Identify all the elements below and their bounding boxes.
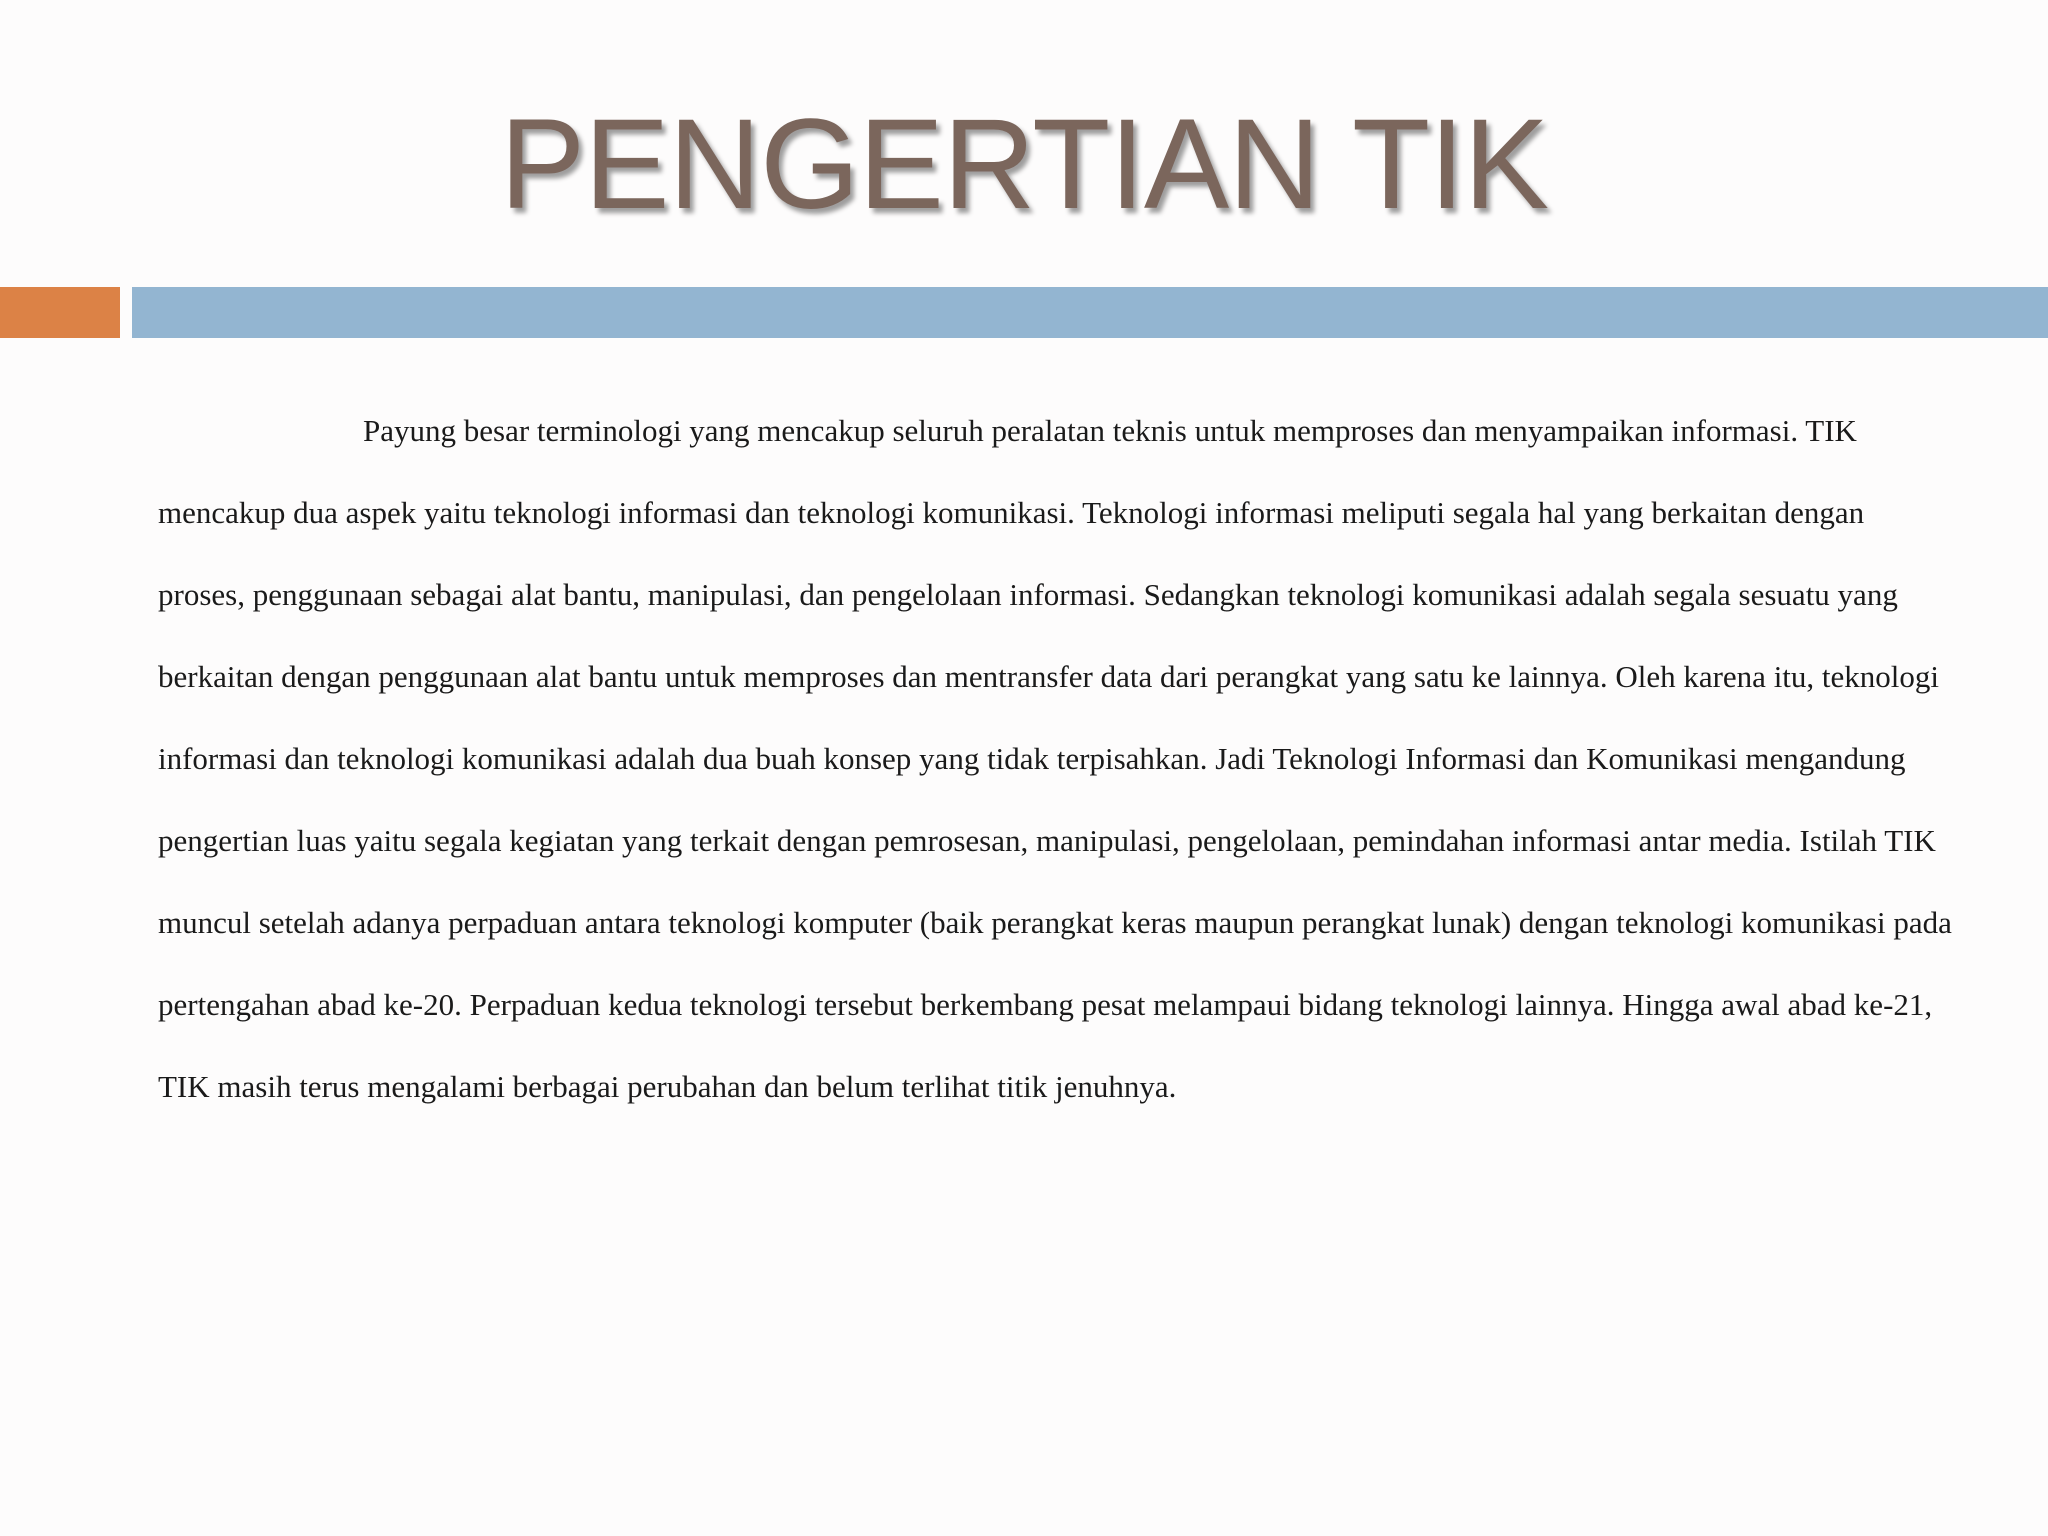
accent-bar-blue [132, 287, 2048, 338]
slide-title: PENGERTIAN TIK [499, 93, 1549, 236]
body-paragraph: Payung besar terminologi yang mencakup seluruh peralatan teknis untuk memproses dan menyampaikan informasi. TIK mencakup dua aspek yaitu teknologi informasi dan teknologi komunikasi. Teknologi informasi meliputi segala hal yang berkaitan dengan proses, penggunaan sebagai alat bantu, manipulasi, dan pengelolaan informasi. Sedangkan teknologi komunikasi adalah segala sesuatu yang berkaitan dengan penggunaan alat bantu untuk memproses dan mentransfer data dari perangkat yang satu ke lainnya. Oleh karena itu, teknologi informasi dan teknologi komunikasi adalah dua buah konsep yang tidak terpisahkan. Jadi Teknologi Informasi dan Komunikasi mengandung pengertian luas yaitu segala kegiatan yang terkait dengan pemrosesan, manipulasi, pengelolaan, pemindahan informasi antar media. Istilah TIK muncul setelah adanya perpaduan antara teknologi komputer (baik perangkat keras maupun perangkat lunak) dengan teknologi komunikasi pada pertengahan abad ke-20. Perpaduan kedua teknologi tersebut berkembang pesat melampaui bidang teknologi lainnya. Hingga awal abad ke-21, TIK masih terus mengalami berbagai perubahan dan belum terlihat titik jenuhnya. [158, 413, 1952, 1104]
accent-bar-orange [0, 287, 120, 338]
